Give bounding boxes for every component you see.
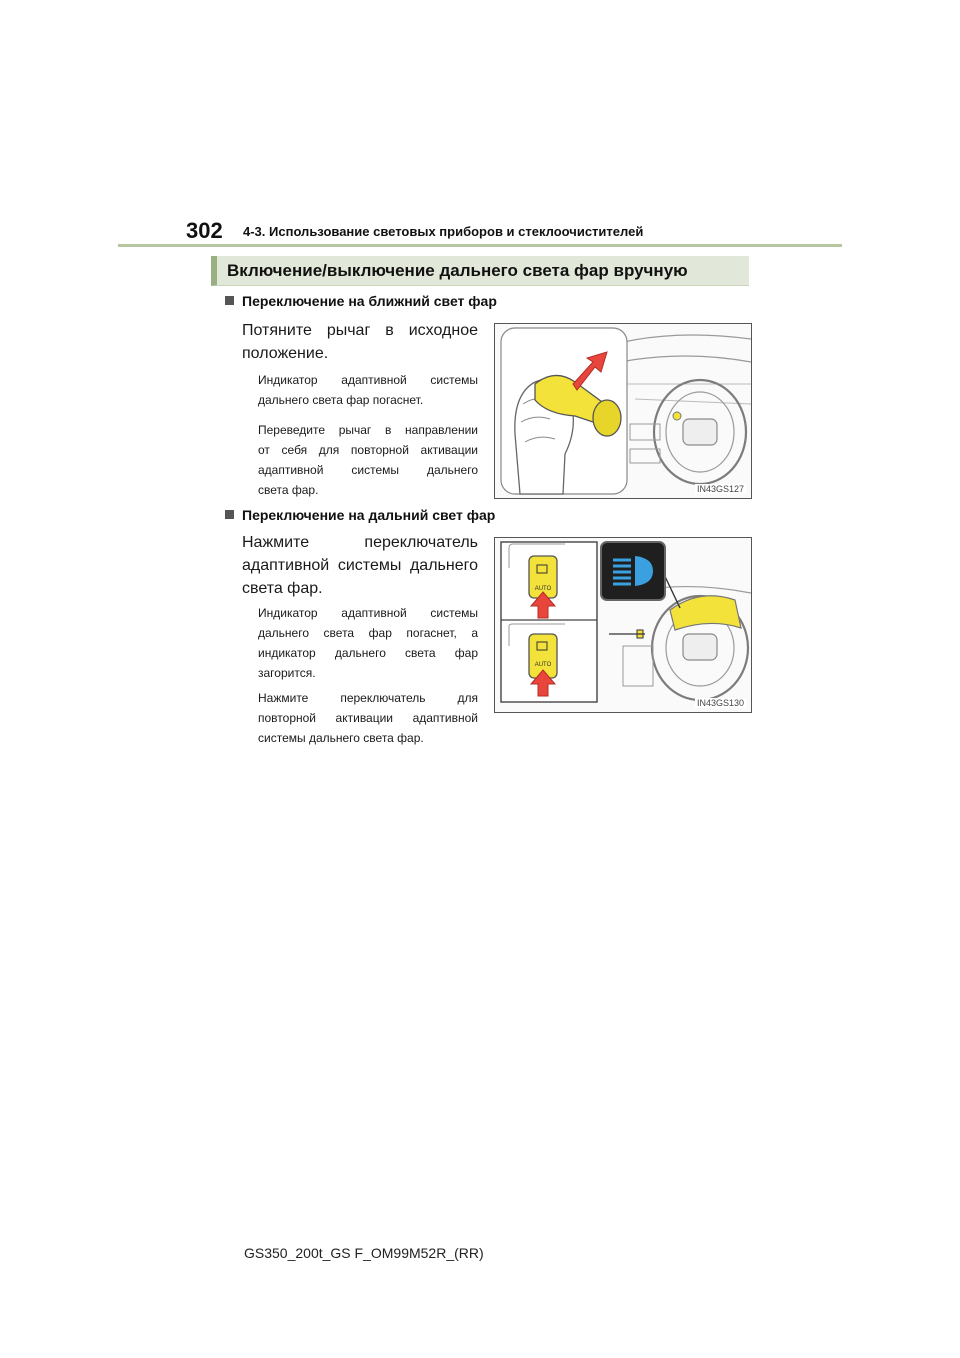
- text-line: света фар.: [258, 483, 319, 497]
- figure-lever-illustration: [494, 323, 752, 499]
- text-line: дальнего света фар погаснет, а: [258, 626, 478, 640]
- chapter-title: 4-3. Использование световых приборов и стеклоочистителей: [243, 224, 644, 239]
- text-line: света фар.: [242, 580, 323, 597]
- header-rule: [118, 244, 842, 247]
- text-line: загорится.: [258, 666, 316, 680]
- text-line: положение.: [242, 345, 329, 362]
- instruction-low-beam: [242, 319, 478, 365]
- section-heading: [211, 256, 749, 286]
- figure-code: IN43GS130: [696, 698, 744, 708]
- text-line: от себя для повторной активации: [258, 443, 478, 457]
- text-line: Нажмите переключатель для: [258, 691, 478, 705]
- text-line: адаптивной системы дальнего: [258, 463, 478, 477]
- auto-button-label: AUTO: [534, 662, 552, 668]
- text-line: Нажмите переключатель: [242, 534, 478, 551]
- subhead-high-beam: Переключение на дальний свет фар: [225, 507, 495, 523]
- square-bullet-icon: [225, 510, 234, 519]
- footer-model-code: GS350_200t_GS F_OM99M52R_(RR): [244, 1245, 484, 1261]
- note-low-beam-1: [258, 370, 478, 410]
- text-line: Индикатор адаптивной системы: [258, 373, 478, 387]
- text-line: повторной активации адаптивной: [258, 711, 478, 725]
- text-line: Потяните рычаг в исходное: [242, 322, 478, 339]
- text-line: системы дальнего света фар.: [258, 731, 424, 745]
- note-high-beam-1: [258, 603, 478, 683]
- figure-switch-illustration: [494, 537, 752, 713]
- square-bullet-icon: [225, 296, 234, 305]
- text-line: Индикатор адаптивной системы: [258, 606, 478, 620]
- page-number: 302: [186, 218, 223, 243]
- note-low-beam-2: [258, 420, 478, 500]
- figure-code: IN43GS127: [696, 484, 744, 494]
- text-line: индикатор дальнего света фар: [258, 646, 478, 660]
- section-heading-text: Включение/выключение дальнего света фар вручную: [227, 261, 688, 280]
- subhead-low-beam: Переключение на ближний свет фар: [225, 293, 497, 309]
- text-line: адаптивной системы дальнего: [242, 557, 478, 574]
- text-line: дальнего света фар погаснет.: [258, 393, 424, 407]
- instruction-high-beam: [242, 531, 478, 600]
- text-line: Переведите рычаг в направлении: [258, 423, 478, 437]
- note-high-beam-2: [258, 688, 478, 748]
- auto-button-label: AUTO: [534, 586, 552, 592]
